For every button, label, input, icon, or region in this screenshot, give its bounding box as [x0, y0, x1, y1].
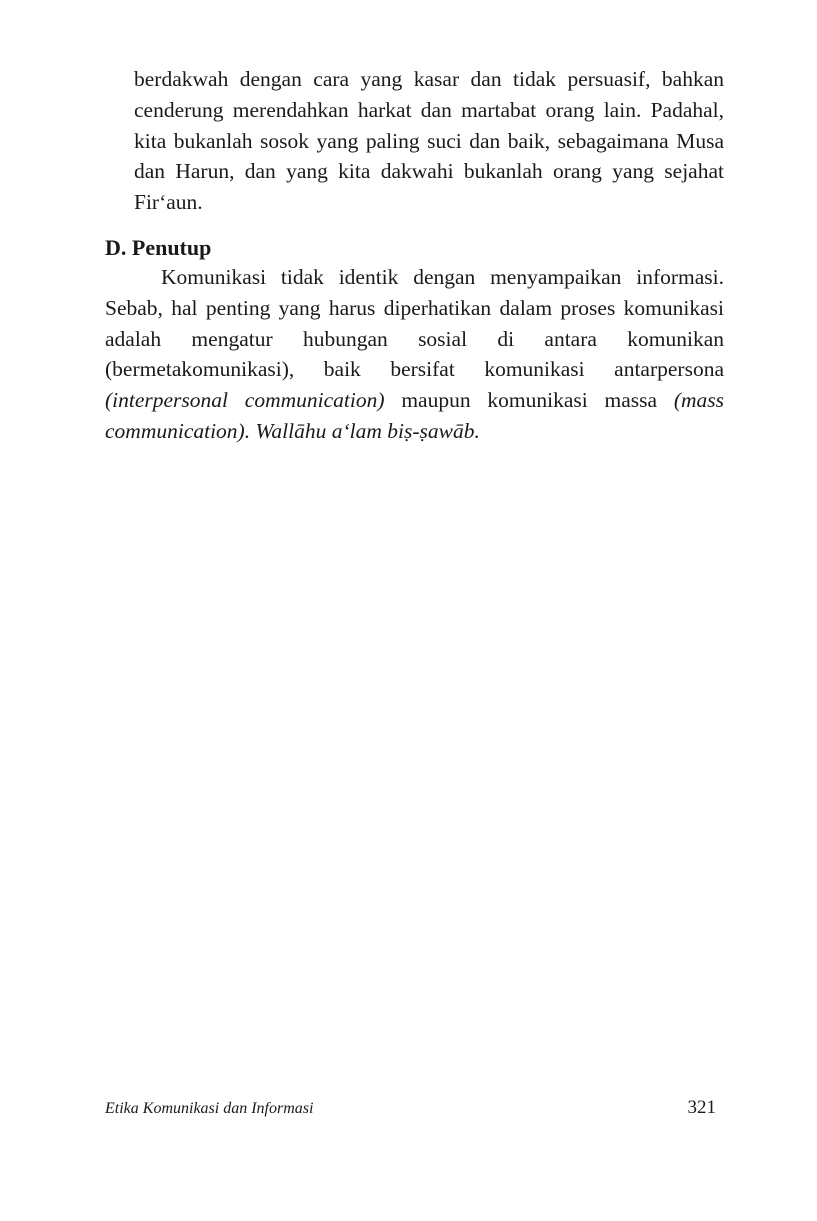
page-number: 321 [687, 1097, 716, 1118]
running-footer-title: Etika Komunikasi dan Informasi [105, 1100, 314, 1117]
continuation-paragraph: berdakwah dengan cara yang kasar dan tidak persuasif, bahkan cenderung merendahkan harkat dan martabat orang lain. Padahal, kita bukanlah sosok yang paling suci dan baik, sebagaimana Musa dan Harun, dan yang kita dakwahi bukanlah orang yang sejahat Fir‘aun. [134, 67, 724, 215]
closing-paragraph-italic-1: (interpersonal communication) [105, 388, 385, 413]
closing-paragraph-text-2: maupun komunikasi massa [384, 388, 674, 413]
closing-paragraph-text-1: Komunikasi tidak identik dengan menyampaikan informasi. Sebab, hal penting yang harus diperhatikan dalam proses komunikasi adalah mengatur hubungan sosial di antara komunikan (bermetakomunikasi), baik bersifat komunikasi antarpersona [105, 265, 724, 382]
closing-paragraph-italic-2: (mass communication). Wallāhu a‘lam biṣ-ṣawāb. [105, 388, 724, 443]
closing-paragraph [105, 262, 724, 447]
section-heading: D. Penutup [105, 235, 212, 260]
